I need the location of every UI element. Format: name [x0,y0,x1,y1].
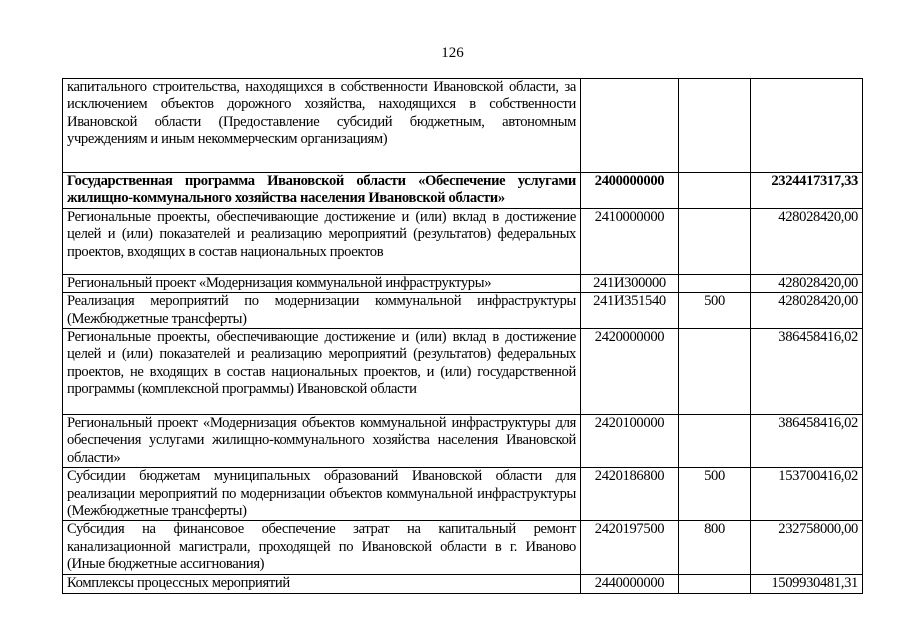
row-expense-type: 500 [679,468,751,521]
row-amount: 428028420,00 [751,293,863,329]
row-expense-type [679,415,751,468]
row-code: 241И351540 [581,293,679,329]
table-row [63,468,863,521]
row-code: 2420197500 [581,521,679,575]
row-amount [751,79,863,173]
page-number: 126 [441,45,464,61]
row-amount: 386458416,02 [751,329,863,415]
row-code: 2420000000 [581,329,679,415]
row-amount: 232758000,00 [751,521,863,575]
table-row [63,79,863,173]
row-description: Региональные проекты, обеспечивающие достижение и (или) вклад в достижение целей и (или) показателей и реализацию мероприятий (результатов) федеральных проектов, не входящих в состав национальных проектов, и (или) государственной программы (комплексной программы) Ивановской области [63,329,581,415]
row-expense-type [679,329,751,415]
row-amount: 428028420,00 [751,274,863,292]
row-description: Региональный проект «Модернизация объектов коммунальной инфраструктуры для обеспечения услугами жилищно-коммунального хозяйства населения Ивановской области» [63,415,581,468]
row-amount: 386458416,02 [751,415,863,468]
row-expense-type [679,575,751,593]
table-row [63,208,863,274]
table-row [63,274,863,292]
row-description: Субсидии бюджетам муниципальных образований Ивановской области для реализации мероприятий по модернизации объектов коммунальной инфраструктуры (Межбюджетные трансферты) [63,468,581,521]
row-expense-type [679,274,751,292]
row-expense-type: 500 [679,293,751,329]
row-description: Региональные проекты, обеспечивающие достижение и (или) вклад в достижение целей и (или) показателей и реализацию мероприятий (результатов) федеральных проектов, входящих в состав национальных проектов [63,208,581,274]
row-amount: 428028420,00 [751,208,863,274]
row-amount: 2324417317,33 [751,173,863,209]
table-row [63,415,863,468]
row-description: Реализация мероприятий по модернизации коммунальной инфраструктуры (Межбюджетные трансферты) [63,293,581,329]
table-row [63,293,863,329]
budget-table [62,78,863,594]
row-expense-type: 800 [679,521,751,575]
row-code: 2440000000 [581,575,679,593]
row-code: 2410000000 [581,208,679,274]
table-row [63,329,863,415]
row-expense-type [679,208,751,274]
row-description: Субсидия на финансовое обеспечение затрат на капитальный ремонт канализационной магистрали, проходящей по Ивановской области в г. Иваново (Иные бюджетные ассигнования) [63,521,581,575]
row-code: 2420186800 [581,468,679,521]
row-description: Государственная программа Ивановской области «Обеспечение услугами жилищно-коммунального хозяйства населения Ивановской области» [63,173,581,209]
table-row [63,173,863,209]
row-amount: 153700416,02 [751,468,863,521]
table-row [63,521,863,575]
row-description: Комплексы процессных мероприятий [63,575,581,593]
row-description: Региональный проект «Модернизация коммунальной инфраструктуры» [63,274,581,292]
row-amount: 1509930481,31 [751,575,863,593]
row-code [581,79,679,173]
row-code: 241И300000 [581,274,679,292]
row-expense-type [679,173,751,209]
row-code: 2420100000 [581,415,679,468]
row-expense-type [679,79,751,173]
row-code: 2400000000 [581,173,679,209]
table-row [63,575,863,593]
row-description: капитального строительства, находящихся в собственности Ивановской области, за исключением объектов дорожного хозяйства, находящихся в собственности Ивановской области (Предоставление субсидий бюджетным, автономным учреждениям и иным некоммерческим организациям) [63,79,581,173]
